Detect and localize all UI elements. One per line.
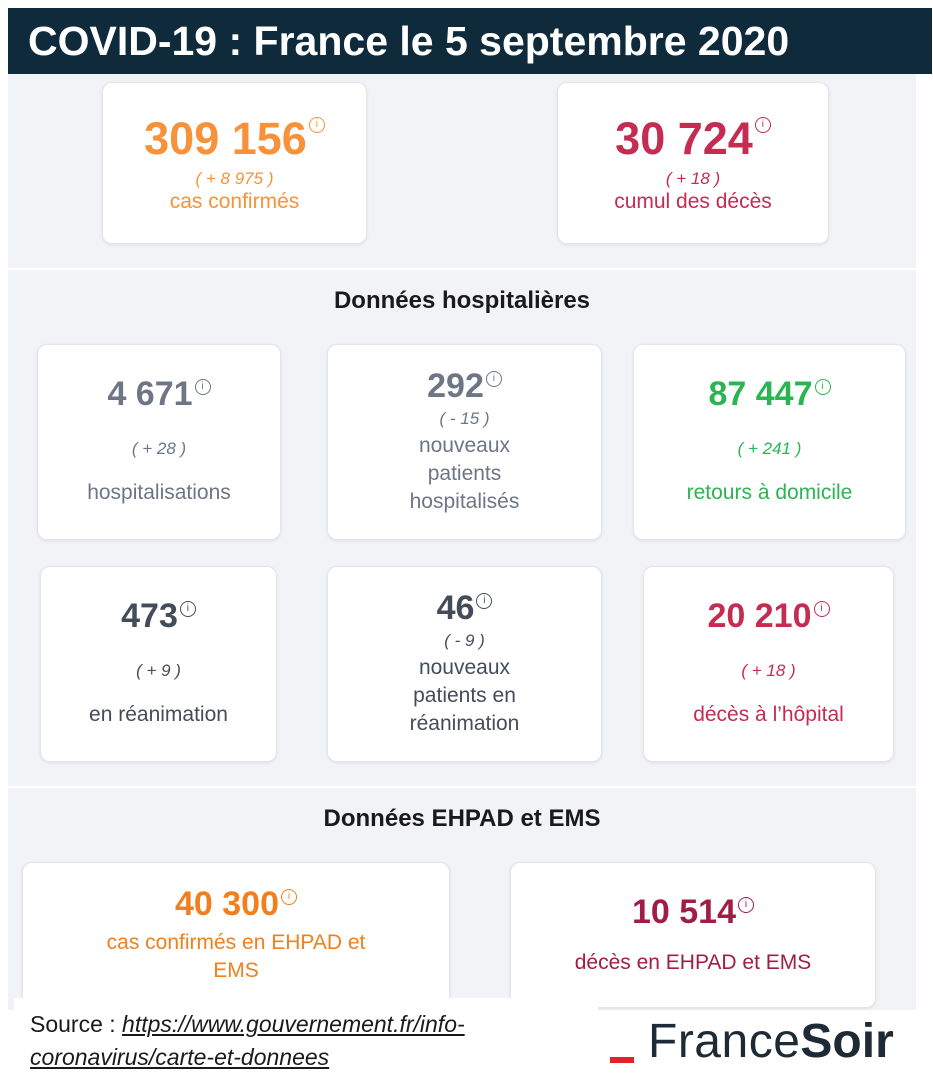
cas-confirmes-value: 309 156 i <box>103 113 366 165</box>
info-icon[interactable]: i <box>180 601 196 617</box>
reanimation-delta: ( + 9 ) <box>136 661 181 680</box>
cumul-deces-label: cumul des décès <box>614 190 772 213</box>
card-hospitalisations <box>37 344 281 540</box>
section-divider <box>8 786 916 788</box>
nouveaux-reanimation-value: 46 i <box>328 589 601 628</box>
nouveaux-hospitalises-delta: ( - 15 ) <box>439 409 490 428</box>
nouveaux-hospitalises-value: 292 i <box>328 367 601 406</box>
card-nouveaux-reanimation <box>327 566 602 762</box>
info-icon[interactable]: i <box>476 593 492 609</box>
nouveaux-reanimation-delta: ( - 9 ) <box>444 631 485 650</box>
nouveaux-hospitalises-label: nouveaux patients hospitalisés <box>409 434 520 513</box>
cumul-deces-value: 30 724 i <box>558 113 828 165</box>
section-title-ehpad: Données EHPAD et EMS <box>323 805 601 832</box>
info-icon[interactable]: i <box>738 897 754 913</box>
info-icon[interactable]: i <box>486 371 502 387</box>
retours-domicile-value: 87 447 i <box>634 375 905 414</box>
info-icon[interactable]: i <box>755 117 771 133</box>
deces-hopital-delta: ( + 18 ) <box>741 661 796 680</box>
card-reanimation <box>40 566 277 762</box>
info-icon[interactable]: i <box>814 601 830 617</box>
ehpad-deces-label: décès en EHPAD et EMS <box>574 951 812 974</box>
deces-hopital-label: décès à l’hôpital <box>693 703 844 726</box>
cas-confirmes-delta: ( + 8 975 ) <box>195 169 274 188</box>
card-deces-hopital <box>643 566 894 762</box>
ehpad-cas-value: 40 300 i <box>23 885 449 924</box>
cas-confirmes-label: cas confirmés <box>169 190 300 213</box>
info-icon[interactable]: i <box>815 379 831 395</box>
reanimation-label: en réanimation <box>89 703 228 726</box>
card-cas-confirmes <box>102 82 367 244</box>
card-retours-domicile <box>633 344 906 540</box>
info-icon[interactable]: i <box>309 117 325 133</box>
hospitalisations-label: hospitalisations <box>87 481 231 504</box>
page-title: COVID-19 : France le 5 septembre 2020 <box>8 8 932 74</box>
card-ehpad-deces <box>510 862 876 1008</box>
source-prefix: Source : <box>30 1011 123 1037</box>
source-link-continued[interactable]: coronavirus/carte-et-donnees <box>30 1044 330 1070</box>
ehpad-cas-label: cas confirmés en EHPAD et EMS <box>106 931 366 982</box>
hospitalisations-delta: ( + 28 ) <box>131 439 187 458</box>
source-note <box>14 998 598 1090</box>
cumul-deces-delta: ( + 18 ) <box>665 169 721 188</box>
retours-domicile-delta: ( + 241 ) <box>737 439 802 458</box>
info-icon[interactable]: i <box>281 889 297 905</box>
ehpad-deces-value: 10 514 i <box>511 893 875 932</box>
reanimation-value: 473 i <box>41 597 276 636</box>
retours-domicile-label: retours à domicile <box>686 481 853 504</box>
info-icon[interactable]: i <box>195 379 211 395</box>
section-title-hospital: Données hospitalières <box>333 287 591 314</box>
source-link[interactable]: https://www.gouvernement.fr/info- <box>122 1011 465 1037</box>
section-divider <box>8 268 916 270</box>
card-cumul-deces <box>557 82 829 244</box>
hospitalisations-value: 4 671 i <box>38 375 280 414</box>
nouveaux-reanimation-label: nouveaux patients en réanimation <box>409 656 520 735</box>
francesoir-logo: FranceSoir <box>610 1012 894 1072</box>
deces-hopital-value: 20 210 i <box>644 597 893 636</box>
card-nouveaux-hospitalises <box>327 344 602 540</box>
logo-dash <box>610 1057 634 1063</box>
